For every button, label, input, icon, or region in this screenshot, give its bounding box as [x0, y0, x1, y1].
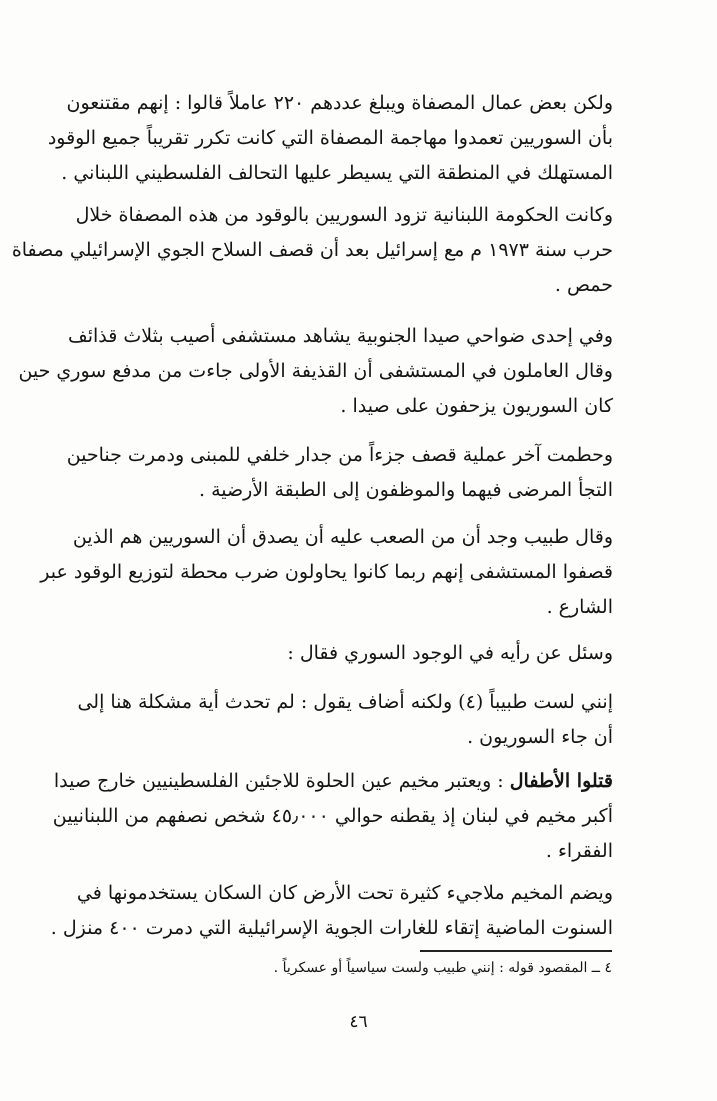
- main-text: [52, 876, 613, 946]
- text-line: ويضم المخيم ملاجيء كثيرة تحت الأرض كان السكان يستخدمونها في: [76, 882, 613, 904]
- text-line: إنني لست طبيباً (٤) ولكنه أضاف يقول : لم تحدث أية مشكلة هنا إلى: [77, 691, 613, 713]
- text-line: أكبر مخيم في لبنان إذ يقطنه حوالي ٤٥٫٠٠٠ شخص نصفهم من اللبنانيين: [52, 805, 613, 827]
- paragraph-lebanese-government: [11, 198, 613, 303]
- paragraph-shelters: [52, 876, 613, 946]
- main-text: [52, 685, 613, 755]
- main-text: [18, 319, 613, 424]
- paragraph-refinery-workers: [47, 86, 613, 191]
- page-number: ٤٦: [349, 1012, 368, 1032]
- main-text: [11, 198, 613, 303]
- text-line: التجأ المرضى فيهما والموظفون إلى الطبقة الأرضية .: [198, 479, 613, 501]
- section-lead-heading: قتلوا الأطفال: [509, 770, 613, 792]
- text-line: حرب سنة ١٩٧٣ م مع إسرائيل بعد أن قصف السلاح الجوي الإسرائيلي مصفاة: [11, 239, 613, 261]
- text-line: بأن السوريين تعمدوا مهاجمة المصفاة التي كانت تكرر تقريباً جميع الوقود: [47, 127, 613, 149]
- text-line: وفي إحدى ضواحي صيدا الجنوبية يشاهد مستشفى أصيب بثلاث قذائف: [68, 325, 613, 347]
- main-text: [52, 636, 613, 671]
- text-line: وسئل عن رأيه في الوجود السوري فقال :: [287, 642, 613, 664]
- paragraph-killed-children: [52, 764, 613, 869]
- text-line: السنوت الماضية إتقاء للغارات الجوية الإسرائيلية التي دمرت ٤٠٠ منزل .: [50, 917, 613, 939]
- text-line: المستهلك في المنطقة التي يسيطر عليها التحالف الفلسطيني اللبناني .: [61, 162, 613, 184]
- main-text: [47, 86, 613, 191]
- footnote-divider: [420, 950, 612, 952]
- paragraph-sidon-hospital: [18, 319, 613, 424]
- paragraph-last-shelling: [52, 438, 613, 508]
- text-line: الشارع .: [546, 596, 613, 618]
- main-text: [52, 764, 613, 869]
- text-line: ولكن بعض عمال المصفاة ويبلغ عددهم ٢٢٠ عاملاً قالوا : إنهم مقتنعون: [66, 92, 613, 114]
- main-text: [40, 520, 613, 625]
- text-line: قصفوا المستشفى إنهم ربما كانوا يحاولون ضرب محطة لتوزيع الوقود عبر: [40, 561, 613, 583]
- text-line: وكانت الحكومة اللبنانية تزود السوريين بالوقود من هذه المصفاة خلال: [75, 204, 613, 226]
- main-text: [52, 438, 613, 508]
- text-line: كان السوريون يزحفون على صيدا .: [340, 395, 613, 417]
- text-line-rest: : ويعتبر مخيم عين الحلوة للاجئين الفلسطينيين خارج صيدا: [53, 770, 510, 792]
- footnote: ٤ ــ المقصود قوله : إنني طبيب ولست سياسياً أو عسكرياً .: [273, 960, 612, 976]
- paragraph-not-a-doctor: [52, 685, 613, 755]
- text-line: وحطمت آخر عملية قصف جزءاً من جدار خلفي للمبنى ودمرت جناحين: [66, 444, 613, 466]
- text-line: الفقراء .: [545, 840, 613, 862]
- text-line: وقال العاملون في المستشفى أن القذيفة الأولى جاءت من مدفع سوري حين: [18, 360, 613, 382]
- paragraph-asked-opinion: [52, 636, 613, 671]
- text-line: أن جاء السوريون .: [467, 726, 613, 748]
- paragraph-doctor-statement: [40, 520, 613, 625]
- text-line: وقال طبيب وجد أن من الصعب عليه أن يصدق أن السوريين هم الذين: [72, 526, 613, 548]
- text-line: [52, 764, 613, 799]
- text-line: حمص .: [554, 274, 613, 296]
